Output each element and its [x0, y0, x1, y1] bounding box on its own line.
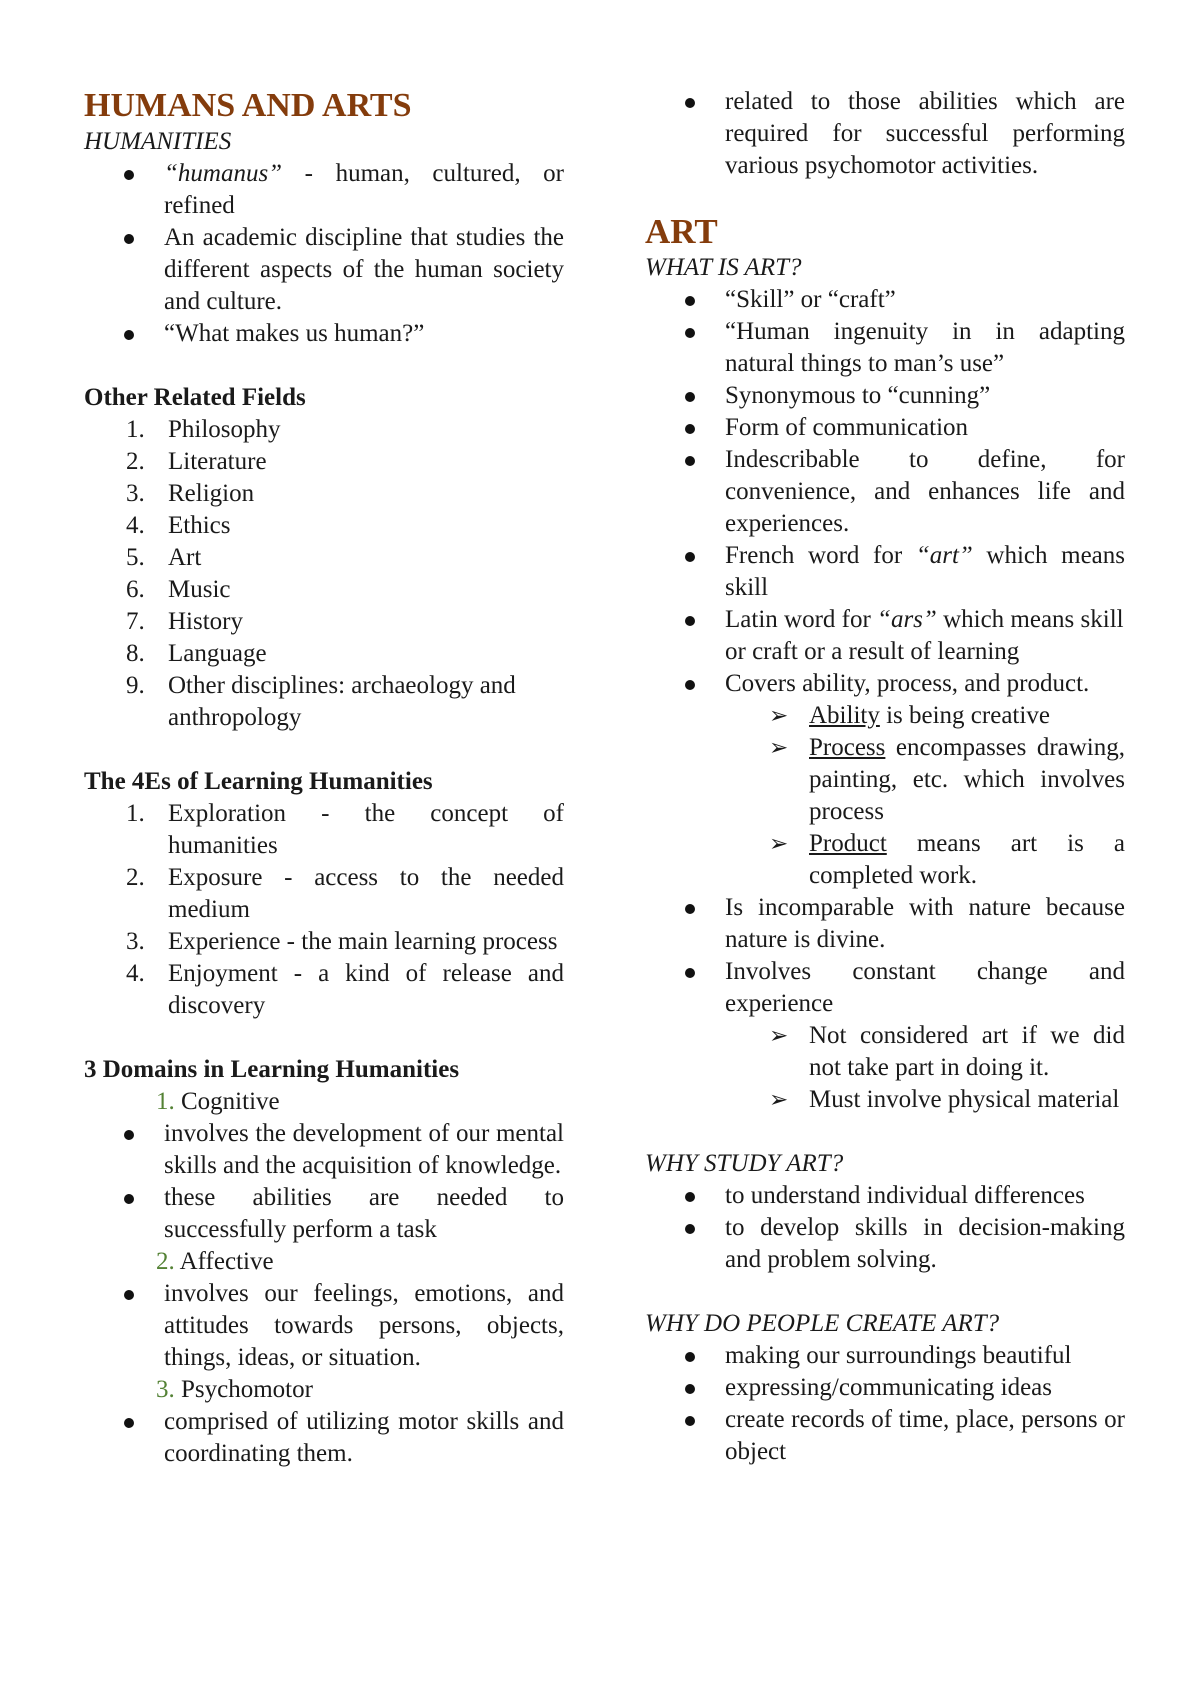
domain-cognitive: 1. Cognitive [156, 1088, 280, 1115]
domain-psychomotor: 3. Psychomotor [156, 1376, 313, 1403]
what-is-art-list [645, 284, 1125, 700]
list-item: related to those abilities which are required for successful performing various psychomotor activities. [641, 86, 1125, 182]
list-item: 9. Other disciplines: archaeology and anthropology [126, 672, 516, 731]
list-item: Indescribable to define, for convenience, and enhances life and experiences. [641, 444, 1125, 540]
list-item: 2. Exposure - access to the needed medium [126, 864, 564, 923]
list-item: to develop skills in decision-making and problem solving. [641, 1212, 1125, 1276]
covers-sub-list [645, 700, 1125, 892]
list-item: Covers ability, process, and product. [641, 668, 1125, 700]
humanities-list [84, 158, 564, 350]
list-item: 8. Language [126, 640, 267, 667]
left-column [84, 86, 564, 1470]
domains-heading: 3 Domains in Learning Humanities [84, 1056, 460, 1083]
list-item: Latin word for “ars” which means skill or craft or a result of learning [641, 604, 1125, 668]
list-item: 3. Religion [126, 480, 255, 507]
sub-list-item: ➢ Not considered art if we did not take part in doing it. [769, 1022, 1125, 1081]
list-item: Is incomparable with nature because nature is divine. [641, 892, 1125, 956]
list-item: 4. Ethics [126, 512, 231, 539]
list-item: comprised of utilizing motor skills and coordinating them. [80, 1406, 564, 1470]
list-item: making our surroundings beautiful [641, 1340, 1125, 1372]
psychomotor-continued-list [645, 86, 1125, 182]
arrowhead-icon: ➢ [769, 1087, 789, 1112]
what-is-art-heading: WHAT IS ART? [645, 254, 802, 281]
list-item: Form of communication [641, 412, 1125, 444]
art-title: ART [645, 212, 718, 251]
domain-affective: 2. Affective [156, 1248, 274, 1275]
list-item: create records of time, place, persons or object [641, 1404, 1125, 1468]
list-item: “Skill” or “craft” [641, 284, 1125, 316]
four-es-heading: The 4Es of Learning Humanities [84, 768, 433, 795]
list-item: 2. Literature [126, 448, 267, 475]
sub-list-item: ➢ Process encompasses drawing, painting, etc. which involves process [769, 734, 1125, 825]
sub-list-item: ➢ Must involve physical material [641, 1084, 1125, 1116]
list-item: to understand individual differences [641, 1180, 1125, 1212]
list-item: involves our feelings, emotions, and attitudes towards persons, objects, things, ideas, or situation. [80, 1278, 564, 1374]
arrowhead-icon: ➢ [769, 1023, 789, 1048]
list-item: these abilities are needed to successfully perform a task [80, 1182, 564, 1246]
list-item: “What makes us human?” [80, 318, 564, 350]
list-item: expressing/communicating ideas [641, 1372, 1125, 1404]
why-study-heading: WHY STUDY ART? [645, 1150, 844, 1177]
affective-list [84, 1278, 564, 1374]
list-item: French word for “art” which means skill [641, 540, 1125, 604]
list-item: An academic discipline that studies the different aspects of the human society and culture. [80, 222, 564, 318]
list-item: Involves constant change and experience [641, 956, 1125, 1020]
why-create-list [645, 1340, 1125, 1468]
arrowhead-icon: ➢ [769, 831, 789, 856]
list-item: 1. Exploration - the concept of humanities [126, 800, 564, 859]
right-column [645, 86, 1125, 1468]
humanities-subtitle: HUMANITIES [84, 128, 232, 155]
arrowhead-icon: ➢ [769, 703, 789, 728]
list-item: 4. Enjoyment - a kind of release and discovery [126, 960, 564, 1019]
arrowhead-icon: ➢ [769, 735, 789, 760]
list-item: 7. History [126, 608, 243, 635]
art-nature-list [645, 892, 1125, 1020]
list-item: 3. Experience - the main learning process [126, 928, 558, 955]
latin-term: “humanus” [164, 160, 283, 187]
sub-list-item: ➢ Ability is being creative [641, 700, 1125, 732]
four-es-list [84, 798, 564, 1022]
list-item: “Human ingenuity in in adapting natural things to man’s use” [641, 316, 1125, 380]
why-study-list [645, 1180, 1125, 1276]
list-item: 5. Art [126, 544, 202, 571]
list-item: 6. Music [126, 576, 231, 603]
psychomotor-list [84, 1406, 564, 1470]
list-item: involves the development of our mental skills and the acquisition of knowledge. [80, 1118, 564, 1182]
involves-sub-list [645, 1020, 1125, 1116]
why-create-heading: WHY DO PEOPLE CREATE ART? [645, 1310, 1000, 1337]
cognitive-list [84, 1118, 564, 1246]
list-item [80, 158, 564, 222]
definition-text: - human, cultured, or refined [164, 160, 564, 219]
sub-list-item: ➢ Product means art is a completed work. [769, 830, 1125, 889]
related-fields-list [84, 414, 564, 734]
list-item: Synonymous to “cunning” [641, 380, 1125, 412]
related-fields-heading: Other Related Fields [84, 384, 306, 411]
list-item: 1. Philosophy [126, 416, 281, 443]
main-title: HUMANS AND ARTS [84, 87, 412, 124]
